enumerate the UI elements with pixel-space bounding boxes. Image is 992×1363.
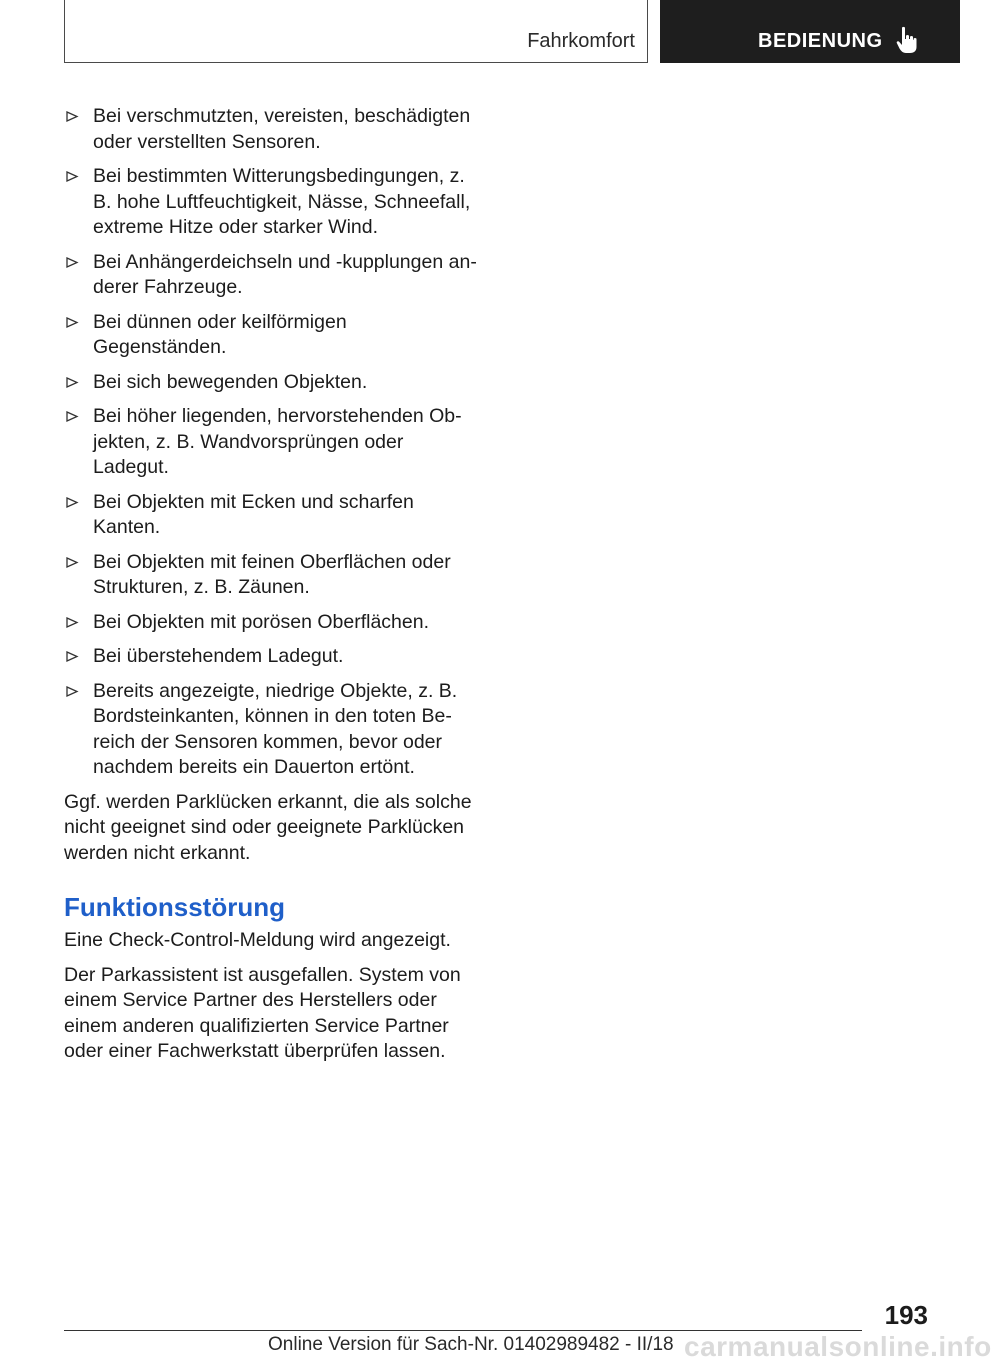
page-content bbox=[64, 104, 484, 1074]
footer-text: Online Version für Sach-Nr. 01402989482 - II/18 bbox=[268, 1334, 674, 1355]
list-item bbox=[64, 404, 484, 481]
list-item-text: Bei Objekten mit Ecken und scharfen Kanten. bbox=[93, 490, 414, 538]
hand-pointing-icon bbox=[896, 26, 918, 56]
triangle-right-outline-icon bbox=[66, 557, 78, 568]
list-item-text: Bei höher liegenden, hervorstehenden Objekten, z. B. Wandvorsprüngen oder Ladegut. bbox=[93, 405, 462, 478]
triangle-right-outline-icon bbox=[66, 257, 78, 268]
list-item-text: Bei überstehendem Ladegut. bbox=[93, 645, 344, 667]
list-item bbox=[64, 164, 484, 241]
triangle-right-outline-icon bbox=[66, 617, 78, 628]
section-heading: Funktionsstörung bbox=[64, 892, 285, 922]
watermark: carmanualsonline.info bbox=[684, 1331, 992, 1362]
header-chapter-box bbox=[660, 0, 960, 63]
list-item-text: Bei Anhängerdeichseln und ‑kupplungen anderer Fahrzeuge. bbox=[93, 250, 477, 298]
triangle-right-outline-icon bbox=[66, 317, 78, 328]
triangle-right-outline-icon bbox=[66, 377, 78, 388]
body-paragraph: Eine Check-Control-Meldung wird angezeigt. bbox=[64, 929, 451, 951]
triangle-right-outline-icon bbox=[66, 497, 78, 508]
list-item bbox=[64, 610, 484, 636]
body-paragraph: Ggf. werden Parklücken erkannt, die als solche nicht geeignet sind oder geeignete Parklücken werden nicht erkannt. bbox=[64, 790, 472, 864]
body-paragraph: Der Parkassistent ist ausgefallen. System von einem Service Partner des Herstellers oder einem anderen qualifizierten Service Partner oder einer Fachwerkstatt überprüfen lassen. bbox=[64, 963, 461, 1062]
list-item-text: Bei dünnen oder keilförmigen Gegenständen. bbox=[93, 310, 347, 358]
header-section-box bbox=[64, 0, 648, 63]
list-item-text: Bei sich bewegenden Objekten. bbox=[93, 370, 368, 393]
list-item bbox=[64, 644, 484, 670]
list-item bbox=[64, 370, 484, 396]
header-section-title: Fahrkomfort bbox=[527, 30, 635, 52]
list-item-text: Bei Objekten mit porösen Oberflächen. bbox=[93, 610, 430, 633]
triangle-right-outline-icon bbox=[66, 686, 78, 697]
list-item bbox=[64, 490, 484, 541]
list-item-text: Bei verschmutzten, vereisten, beschädigten oder verstellten Sensoren. bbox=[93, 105, 471, 153]
list-item bbox=[64, 310, 484, 361]
list-item-text: Bei Objekten mit feinen Oberflächen oder Strukturen, z. B. Zäunen. bbox=[93, 550, 451, 598]
list-item bbox=[64, 104, 484, 155]
triangle-right-outline-icon bbox=[66, 411, 78, 422]
triangle-right-outline-icon bbox=[66, 111, 78, 122]
list-item-text: Bei bestimmten Witterungsbedingungen, z. B. hohe Luftfeuchtigkeit, Nässe, Schneefall, extreme Hitze oder starker Wind. bbox=[93, 165, 471, 238]
list-item bbox=[64, 679, 484, 781]
bullet-list bbox=[64, 104, 484, 781]
list-item-text: Bereits angezeigte, niedrige Objekte, z. B. Bordsteinkanten, können in den toten Bereich der Sensoren kommen, bevor oder nachdem bereits ein Dauerton ertönt. bbox=[93, 679, 458, 778]
list-item bbox=[64, 550, 484, 601]
triangle-right-outline-icon bbox=[66, 651, 78, 662]
triangle-right-outline-icon bbox=[66, 171, 78, 182]
header-chapter-title: BEDIENUNG bbox=[758, 30, 883, 52]
list-item bbox=[64, 250, 484, 301]
page-number: 193 bbox=[884, 1300, 928, 1330]
